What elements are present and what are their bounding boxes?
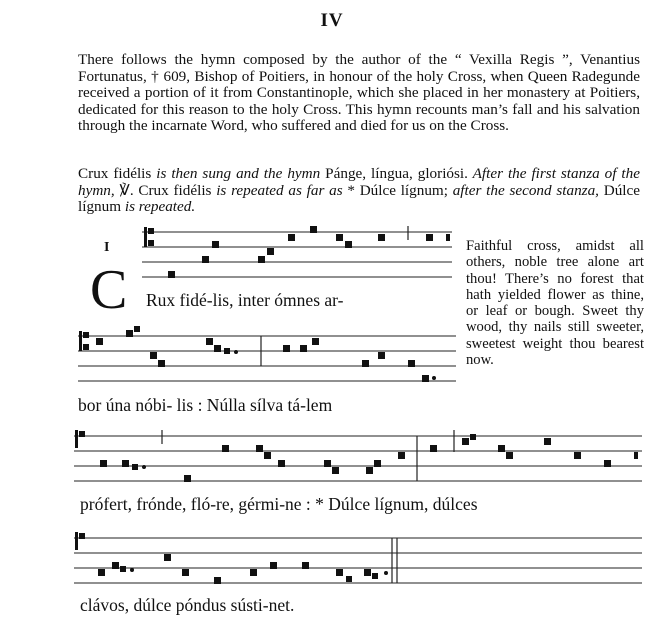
dot xyxy=(432,376,436,380)
rubric-text: ℣. Crux fidélis xyxy=(119,181,212,199)
neume xyxy=(206,338,213,345)
stanza-number: I xyxy=(104,240,110,255)
dot xyxy=(130,568,134,572)
neume xyxy=(398,452,405,459)
c-clef-icon xyxy=(75,430,85,448)
neume xyxy=(98,569,105,576)
neume xyxy=(574,452,581,459)
neume xyxy=(214,577,221,584)
music-staff xyxy=(142,222,452,282)
translation-text: Faithful cross, amidst all others, noble tree alone art thou! There’s no forest that hath yielded flower as thine, or leaf or bough. Sweet thy wood, thy nails still sweeter, sweetest weight thou bearest now. xyxy=(466,238,644,369)
neume xyxy=(168,271,175,278)
neume xyxy=(310,226,317,233)
neume xyxy=(312,338,319,345)
neume xyxy=(258,256,265,263)
rubric-text: Dúlce lígnum xyxy=(78,181,640,216)
neume xyxy=(214,345,221,352)
neume xyxy=(112,562,119,569)
lyric-line: bor úna nóbi- lis : Núlla sílva tá-lem xyxy=(78,395,333,415)
neume xyxy=(462,438,469,445)
dot xyxy=(142,465,146,469)
neume xyxy=(300,345,307,352)
rubric-text: after the second stanza, xyxy=(447,181,604,199)
neume xyxy=(267,248,274,255)
neume xyxy=(288,234,295,241)
neume xyxy=(283,345,290,352)
dot xyxy=(384,571,388,575)
neume xyxy=(604,460,611,467)
introduction-paragraph: There follows the hymn composed by the author of the “ Vexilla Regis ”, Venantius Fortunatus, † 609, Bishop of Poitiers, in honour of the holy Cross, when Queen Radegunde received a portion of it from Constantinople, which she placed in her monastery at Poitiers, dedicated for this reason to the holy Cross. This hymn recounts man’s fall and his salvation through the incarnate Word, who suffered and died for us on the Cross. xyxy=(78,51,640,135)
lyric-line: clávos, dúlce póndus sústi-net. xyxy=(80,595,295,615)
rubric-text: is repeated as far as xyxy=(211,181,348,199)
rubric-text: is repeated. xyxy=(121,198,196,216)
neume xyxy=(184,475,191,482)
neume xyxy=(422,375,429,382)
music-staff xyxy=(78,326,456,386)
neume xyxy=(100,460,107,467)
rubric-text: is then sung and the hymn xyxy=(151,165,326,182)
lyric-line: prófert, frónde, fló-re, gérmi-ne : * Dúlce lígnum, dúlces xyxy=(80,494,478,514)
neume xyxy=(336,569,343,576)
neume xyxy=(364,569,371,576)
neume xyxy=(270,562,277,569)
lyric-line: Rux fidé-lis, inter ómnes ar- xyxy=(146,290,344,310)
neume xyxy=(408,360,415,367)
neume xyxy=(120,566,126,572)
neume xyxy=(378,234,385,241)
neume xyxy=(212,241,219,248)
neume xyxy=(264,452,271,459)
rubric-paragraph xyxy=(78,166,640,216)
neume xyxy=(372,573,378,579)
music-staff xyxy=(74,426,642,486)
neume xyxy=(470,434,476,440)
neume xyxy=(250,569,257,576)
rubric-text: After the first stanza of the hymn, xyxy=(78,165,640,199)
neume xyxy=(332,467,339,474)
neume xyxy=(302,562,309,569)
neume xyxy=(366,467,373,474)
page-title: IV xyxy=(320,10,344,31)
neume xyxy=(345,241,352,248)
rubric-text: Crux fidélis xyxy=(78,165,152,182)
neume xyxy=(506,452,513,459)
c-clef-icon xyxy=(144,227,154,247)
neume xyxy=(122,460,129,467)
neume xyxy=(134,326,140,332)
neume xyxy=(544,438,551,445)
neume xyxy=(346,576,352,582)
neume xyxy=(132,464,138,470)
neume xyxy=(256,445,263,452)
neume xyxy=(336,234,343,241)
custos xyxy=(446,234,450,241)
neume xyxy=(164,554,171,561)
neume xyxy=(96,338,103,345)
dot xyxy=(234,350,238,354)
neume xyxy=(430,445,437,452)
neume xyxy=(202,256,209,263)
neume xyxy=(224,348,230,354)
rubric-text: * Dúlce lígnum; xyxy=(347,181,448,199)
neume xyxy=(374,460,381,467)
neume xyxy=(126,330,133,337)
rubric-text: Pánge, língua, gloriósi. xyxy=(325,165,468,182)
neume xyxy=(324,460,331,467)
neume xyxy=(222,445,229,452)
neume xyxy=(278,460,285,467)
neume xyxy=(378,352,385,359)
neume xyxy=(182,569,189,576)
neume xyxy=(158,360,165,367)
c-clef-icon xyxy=(79,331,89,351)
custos xyxy=(634,452,638,459)
music-staff xyxy=(74,528,642,588)
neume xyxy=(426,234,433,241)
neume xyxy=(150,352,157,359)
neume xyxy=(362,360,369,367)
neume xyxy=(498,445,505,452)
c-clef-icon xyxy=(75,532,85,550)
drop-cap: C xyxy=(90,259,128,321)
